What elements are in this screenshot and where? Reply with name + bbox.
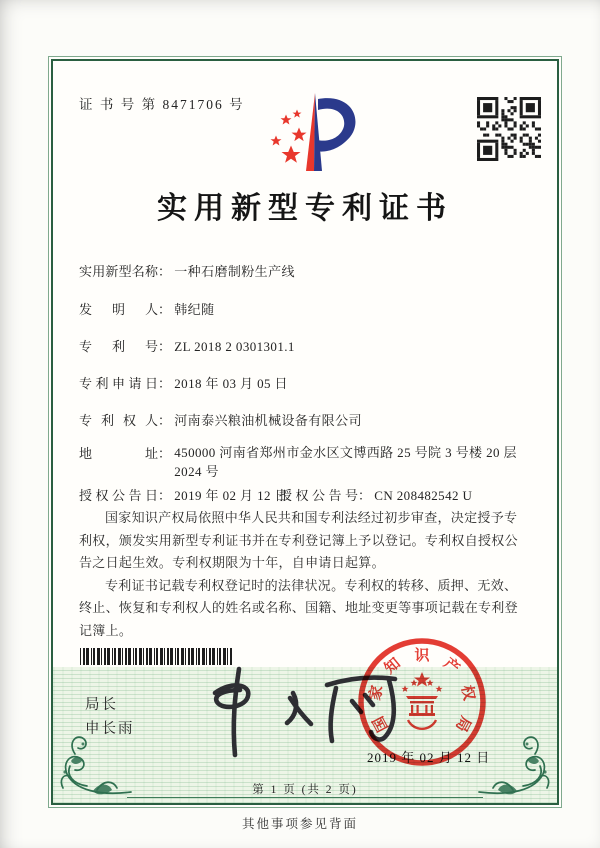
svg-text:知: 知 [381,655,404,678]
field-value: 河南泰兴粮油机械设备有限公司 [174,413,362,428]
svg-text:产: 产 [440,655,463,678]
national-emblem-icon [401,672,442,729]
legal-paragraph-2: 专利证书记载专利权登记时的法律状况。专利权的转移、质押、无效、终止、恢复和专利权人的姓名或名称、国籍、地址变更等事项记载在专利登记簿上。 [79,577,518,638]
svg-text:识: 识 [414,648,430,664]
colon: ： [158,446,172,461]
official-seal [354,634,490,770]
field-label: 地址 [79,446,158,461]
colon: ： [358,488,372,503]
field-row-address [79,443,530,481]
signer-title: 局长 [85,697,118,713]
colon: ： [158,376,172,391]
field-row-patentee [79,410,362,429]
page-number: 第 1 页 (共 2 页) [252,784,358,796]
colon: ： [158,488,172,503]
legal-text [79,507,527,642]
certificate-number: 证 书 号 第 8471706 号 [79,97,245,112]
field-row-inventor [79,299,214,318]
field-label: 授权公告号 [279,488,358,503]
svg-text:国: 国 [370,713,392,734]
field-label: 专利号 [79,339,158,354]
field-row-patent-no [79,336,295,355]
legal-paragraph-1: 国家知识产权局依照中华人民共和国专利法经过初步审查，决定授予专利权，颁发实用新型专利证书并在专利登记簿上予以登记。专利权自授权公告之日起生效。专利权期限为十年，自申请日起算。 [79,510,518,570]
certificate-frame [48,56,562,808]
colon: ： [158,413,172,428]
field-row-name [79,261,295,280]
field-value: 一种石磨制粉生产线 [174,264,295,279]
ornament-baseline [127,797,483,798]
certificate-title: 实用新型专利证书 [157,192,453,225]
field-row-grant [79,485,473,504]
svg-text:权: 权 [457,684,477,702]
back-note: 其他事项参见背面 [241,817,358,831]
signer-block [85,693,135,741]
colon: ： [158,264,172,279]
field-value: 2019 年 02 月 12 日 [174,488,288,503]
seal-date: 2019 年 02 月 12 日 [367,750,491,765]
field-label: 专利权人 [79,413,158,428]
field-row-filing-date [79,373,288,392]
colon: ： [158,339,172,354]
field-value: 韩纪随 [174,302,215,317]
svg-text:局: 局 [452,713,474,734]
field-label: 实用新型名称 [79,264,158,279]
field-label: 专利申请日 [79,376,158,391]
svg-text:家: 家 [367,684,387,702]
field-pair-grant-no [279,485,472,504]
field-value: CN 208482542 U [374,488,473,503]
signer-name: 申长雨 [85,721,135,737]
field-value: 450000 河南省郑州市金水区文博西路 25 号院 3 号楼 20 层 2024 号 [174,445,517,479]
field-value: 2018 年 03 月 05 日 [174,376,288,391]
field-label: 发明人 [79,302,158,317]
field-value: ZL 2018 2 0301301.1 [174,339,295,354]
field-label: 授权公告日 [79,488,158,503]
cnipa-logo-icon [261,89,363,181]
qr-code [477,97,541,161]
colon: ： [158,302,172,317]
